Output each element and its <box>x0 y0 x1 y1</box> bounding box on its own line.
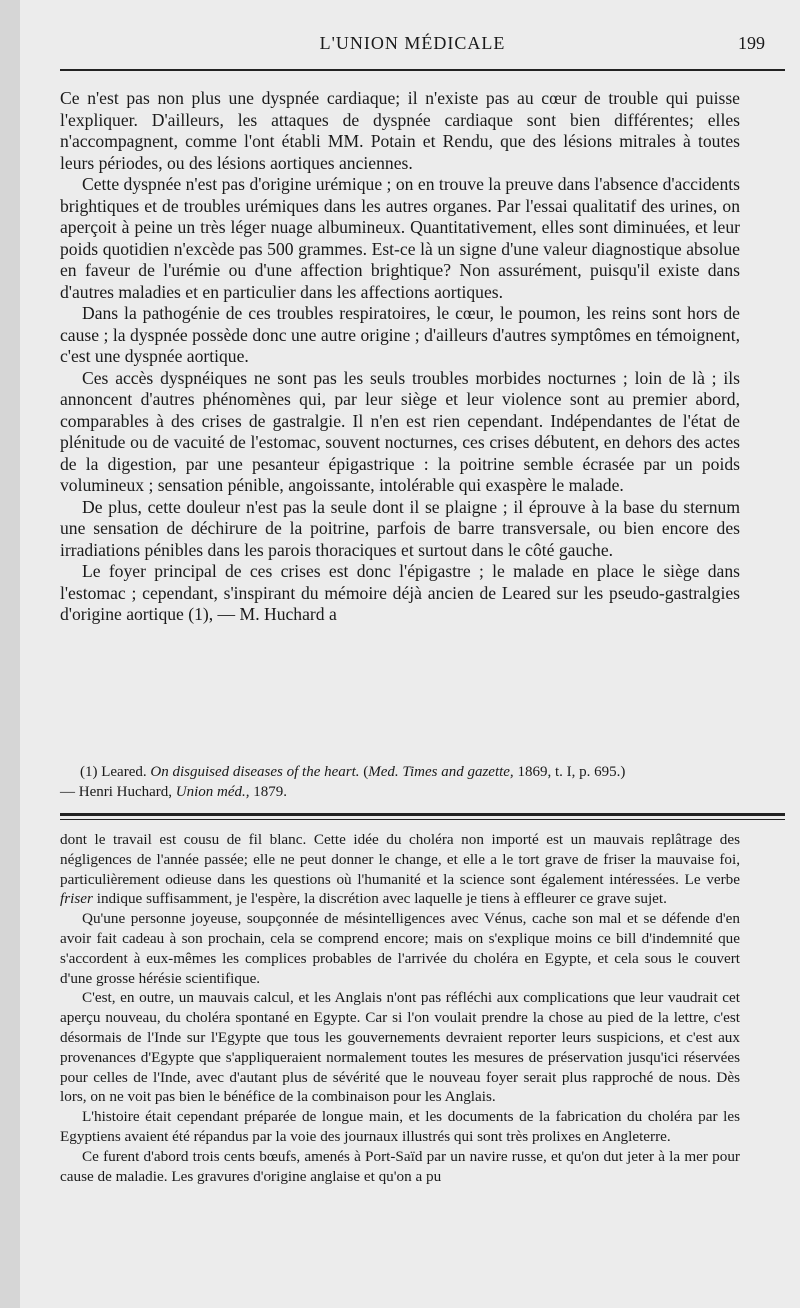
page-header <box>60 33 765 63</box>
footnote-title: On disguised diseases of the heart. <box>150 764 360 780</box>
main-paragraph: De plus, cette douleur n'est pas la seule dont il se plaigne ; il éprouve à la base du sternum une sensation de déchirure de la poitrine, parfois de barre transversale, ou bien encore des irradiations pénibles dans les parois thoraciques et surtout dans le côté gauche. <box>60 496 740 560</box>
footnote <box>60 762 740 802</box>
running-title: L'UNION MÉDICALE <box>319 33 506 53</box>
header-rule <box>60 69 785 71</box>
emphasis-word: friser <box>60 890 93 908</box>
footnote-ref: 1869, t. I, p. 695.) <box>517 764 626 780</box>
footnote-second-end: 1879. <box>253 784 288 800</box>
feuilleton-paragraph: L'histoire était cependant préparée de longue main, et les documents de la fabrication du choléra par les Egyptiens avaient été répandus par la voie des journaux illustrés qui sont très prolixes en Angleterre. <box>60 1108 740 1145</box>
page-number: 199 <box>738 33 765 53</box>
feuilleton-paragraph: Qu'une personne joyeuse, soupçonnée de mésintelligences avec Vénus, cache son mal et se défende d'en avoir fait cadeau à son prochain, cela se comprend encore; mais on s'explique moins ce bill d'indemnité que s'accordent à eux-mêmes les complices probables de l'arrivée du choléra en Egypte, et cela sous le couvert d'une grosse hérésie scientifique. <box>60 910 740 987</box>
feuilleton-paragraph: dont le travail est cousu de fil blanc. Cette idée du choléra non importé est un mauvais replâtrage des négligences de l'année passée; elle ne peut donner le change, et elle a le tort grave de friser la mauvaise foi, particulièrement odieuse dans les questions où l'humanité et la science sont également intéressées. Le verbe friser indique suffisamment, je l'espère, la discrétion avec laquelle je tiens à effleurer ce grave sujet. <box>60 831 740 908</box>
feuilleton-paragraph: C'est, en outre, un mauvais calcul, et les Anglais n'ont pas réfléchi aux complications que leur vaudrait cet aperçu nouveau, du choléra spontané en Egypte. Car si l'on voulait prendre la chose au pied de la lettre, c'est désormais de l'Inde sur l'Egypte que tous les gouvernements devraient reporter leurs suspicions, et c'est aux provenances d'Egypte que s'appliqueraient normalement toutes les mesures de préservation jusqu'ici réservées pour celles de l'Inde, avec d'autant plus de sévérité que le nouveau foyer serait plus rapproché de nous. Dès lors, on ne voit pas bien le bénéfice de la combinaison pour les Anglais. <box>60 989 740 1106</box>
feuilleton-rule-thick <box>60 813 785 816</box>
footnote-second-start: — Henri Huchard, <box>60 784 173 800</box>
footnote-paren: ( <box>363 764 369 780</box>
main-paragraph: Ce n'est pas non plus une dyspnée cardiaque; il n'existe pas au cœur de trouble qui puisse l'expliquer. D'ailleurs, les attaques de dyspnée cardiaque sont bien différentes; elles n'accompagnent, comme l'ont établi MM. Potain et Rendu, que des lésions mitrales à toutes leurs périodes, ou des lésions aortiques anciennes. <box>60 88 740 173</box>
main-paragraph: Le foyer principal de ces crises est donc l'épigastre ; le malade en place le siège dans l'estomac ; cependant, s'inspirant du mémoire déjà ancien de Leared sur les pseudo-gastralgies d'origine aortique (1), — M. Huchard a <box>60 561 740 624</box>
book-page <box>20 0 800 1308</box>
main-text <box>60 88 740 626</box>
feuilleton-paragraph: Ce furent d'abord trois cents bœufs, amenés à Port-Saïd par un navire russe, et qu'on dut jeter à la mer pour cause de maladie. Les gravures d'origine anglaise et qu'on a pu <box>60 1147 740 1185</box>
footnote-marker: (1) Leared. <box>80 764 147 780</box>
footnote-second-journal: Union méd., <box>175 784 250 800</box>
feuilleton-text <box>60 830 740 1186</box>
main-paragraph: Dans la pathogénie de ces troubles respiratoires, le cœur, le poumon, les reins sont hors de cause ; la dyspnée possède donc une autre origine ; d'ailleurs d'autres symptômes en témoignent, c'est une dyspnée aortique. <box>60 303 740 366</box>
feuilleton-rule-thin <box>60 819 785 820</box>
main-paragraph: Ces accès dyspnéiques ne sont pas les seuls troubles morbides nocturnes ; loin de là ; ils annoncent d'autres phénomènes qui, par leur siège et leur violence sont au premier abord, comparables à des crises de gastralgie. Il n'en est rien cependant. Indépendantes de l'état de plénitude ou de vacuité de l'estomac, souvent nocturnes, ces crises débutent, en dehors des actes de la digestion, par une pesanteur épigastrique : la poitrine semble écrasée par un poids volumineux ; sensation pénible, angoissante, intolérable qui exaspère le malade. <box>60 367 740 495</box>
main-paragraph: Cette dyspnée n'est pas d'origine urémique ; on en trouve la preuve dans l'absence d'accidents brightiques et de troubles urémiques dans les autres organes. Par l'essai qualitatif des urines, on aperçoit à peine un très léger nuage albumineux. Quantitativement, elles sont diminuées, et leur poids quotidien n'excède pas 500 grammes. Est-ce là un signe d'une valeur diagnostique absolue en faveur de l'urémie ou d'une affection brightique? Non assurément, puisqu'il existe dans d'autres maladies et en particulier dans les affections aortiques. <box>60 174 740 302</box>
footnote-journal: Med. Times and gazette, <box>368 764 514 780</box>
